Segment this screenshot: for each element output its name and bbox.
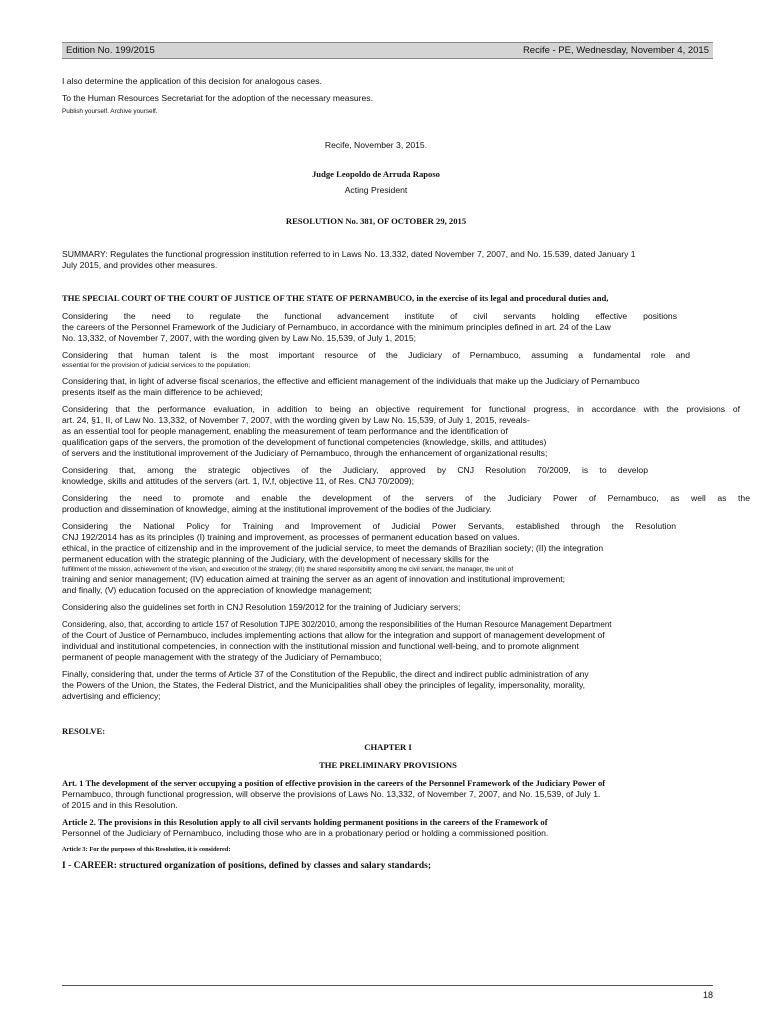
considering-line: Considering also the guidelines set forth in CNJ Resolution 159/2012 for the training of Judiciary servers; (62, 602, 461, 612)
considering-line: No. 13,332, of November 7, 2007, with the wording given by Law No. 15,539, of July 1, 2015; (62, 333, 416, 343)
court-preamble-rest: in the exercise of its legal and procedural duties and, (414, 293, 609, 303)
considering-paragraph (62, 619, 750, 663)
article-1 (62, 778, 750, 811)
article-line: Article 2. The provisions in this Resolution apply to all civil servants holding permanent positions in the careers of the Framework of (62, 817, 548, 827)
career-definition (62, 861, 750, 872)
court-name: THE SPECIAL COURT OF THE COURT OF JUSTICE OF THE STATE OF PERNAMBUCO, (62, 293, 415, 303)
article-3: Article 3: For the purposes of this Resolution, it is considered: (62, 846, 231, 853)
considering-line: and finally, (V) education focused on the appreciation of knowledge management; (62, 585, 372, 595)
considering-paragraph (62, 376, 750, 398)
considering-line: permanent education with the strategic planning of the Judiciary, with the development of necessary skills for the (62, 554, 489, 564)
resolution-title: RESOLUTION No. 381, OF OCTOBER 29, 2015 (285, 216, 467, 226)
page-header (62, 42, 713, 59)
considering-paragraph (62, 404, 750, 459)
summary (62, 249, 750, 271)
summary-line: SUMMARY: Regulates the functional progression institution referred to in Laws No. 13.332, dated November 7, 2007, and No. 15.539, dated January 1 (62, 249, 636, 259)
considering-line: ethical, in the practice of citizenship and in the improvement of the judicial service, to meet the demands of Brazilian society; (II) the integration (62, 543, 604, 553)
considering-line: Considering the National Policy for Training and Improvement of Judicial Power Servants, established through the Resolution (62, 521, 676, 531)
considering-line: Considering that human talent is the most important resource of the Judiciary of Pernambuco, assuming a fundamental role and (62, 350, 690, 360)
header-place-date: Recife - PE, Wednesday, November 4, 2015 (522, 45, 709, 56)
considering-line: the Powers of the Union, the States, the Federal District, and the Municipalities shall obey the principles of legality, impersonality, morality, (62, 680, 586, 690)
edition-number: Edition No. 199/2015 (66, 45, 155, 56)
document-body (62, 68, 750, 878)
considering-line: Considering that, among the strategic objectives of the Judiciary, approved by CNJ Resolution 70/2009, is to develop (62, 465, 648, 475)
article-line: Art. 1 The development of the server occupying a position of effective provision in the careers of the Personnel Framework of the Judiciary Power of (62, 778, 606, 788)
page-number: 18 (702, 990, 713, 1000)
summary-line: July 2015, and provides other measures. (62, 260, 218, 270)
considering-line: of the Court of Justice of Pernambuco, includes implementing actions that allow for the integration and support of management development of (62, 630, 605, 640)
considering-line: the careers of the Personnel Framework of the Judiciary of Pernambuco, in accordance with the minimum principles defined in art. 24 of the Law (62, 322, 611, 332)
considering-line: art. 24, §1, II, of Law No. 13,332, of November 7, 2007, with the wording given by Law No. 15,539, of July 1, 2015, reveals- (62, 415, 530, 425)
considering-paragraph (62, 602, 750, 613)
considering-line: individual and institutional competencies, in connection with the institutional mission and functional well-being, and to promote alignment (62, 641, 579, 651)
considering-line: Finally, considering that, under the terms of Article 37 of the Constitution of the Republic, the direct and indirect public administration of any (62, 669, 589, 679)
considering-line: knowledge, skills and attitudes of the servers (art. 1, IV,f, objective 11, of Res. CNJ 70/2009); (62, 476, 415, 486)
article-line: Pernambuco, through functional progression, will observe the provisions of Laws No. 13,332, of November 7, 2007, and No. 15,539, of July 1. (62, 789, 601, 799)
considering-line: as an essential tool for people management, enabling the measurement of team performance and the identification of (62, 426, 508, 436)
considering-line: Considering, also, that, according to article 157 of Resolution TJPE 302/2010, among the responsibilities of the Human Resource Management Department (62, 620, 612, 629)
considering-line: Considering that the performance evaluation, in addition to being an objective requirement for functional progress, in accordance with the provisions of (62, 404, 740, 414)
considering-paragraph (62, 493, 750, 515)
signature-role: Acting President (344, 185, 408, 195)
signature-date: Recife, November 3, 2015. (324, 140, 428, 150)
considering-line: CNJ 192/2014 has as its principles (I) training and improvement, as processes of permanent education based on values. (62, 532, 520, 542)
footer-divider (62, 985, 713, 986)
considering-line: of servers and the institutional improvement of the Judiciary of Pernambuco, through the enhancement of organizational results; (62, 448, 548, 458)
intro-paragraph-2: To the Human Resources Secretariat for the adoption of the necessary measures. (62, 93, 373, 103)
considering-line: production and dissemination of knowledge, aiming at the institutional improvement of the bodies of the Judiciary. (62, 504, 492, 514)
resolve-heading: RESOLVE: (62, 726, 106, 736)
considering-line: permanent of people management with the strategy of the Judiciary of Pernambuco; (62, 652, 382, 662)
considering-line: Considering the need to promote and enable the development of the servers of the Judiciary Power of Pernambuco, as well as the (62, 493, 750, 503)
career-description: : structured organization of positions, defined by classes and salary standards; (113, 861, 432, 871)
intro-paragraph-3: Publish yourself. Archive yourself. (62, 108, 158, 115)
article-2 (62, 817, 750, 839)
considering-line: essential for the provision of judicial services to the population; (62, 362, 251, 369)
considering-paragraph (62, 465, 750, 487)
chapter-number: CHAPTER I (364, 742, 412, 752)
chapter-title: THE PRELIMINARY PROVISIONS (319, 760, 457, 770)
considering-line: qualification gaps of the servers, the promotion of the development of functional competencies (knowledge, skills, and attitudes) (62, 437, 547, 447)
considering-paragraph (62, 311, 750, 344)
article-line: of 2015 and in this Resolution. (62, 800, 178, 810)
considering-line: Considering that, in light of adverse fiscal scenarios, the effective and efficient management of the individuals that make up the Judiciary of Pernambuco (62, 376, 640, 386)
considering-line: training and senior management; (IV) education aimed at training the server as an agent of innovation and institutional improvement; (62, 574, 566, 584)
intro-paragraph-1: I also determine the application of this decision for analogous cases. (62, 76, 322, 86)
signature-name: Judge Leopoldo de Arruda Raposo (312, 169, 440, 179)
considering-line: advertising and efficiency; (62, 691, 161, 701)
considering-line: fulfillment of the mission, achievement of the vision, and execution of the strategy; (III) the shared responsibility among the civil servant, the manager, the unit of (62, 566, 514, 573)
considering-paragraph (62, 521, 750, 596)
court-preamble (62, 293, 750, 304)
considering-paragraph (62, 669, 750, 702)
considering-paragraph (62, 350, 750, 370)
career-term: I - CAREER (62, 861, 114, 871)
article-line: Personnel of the Judiciary of Pernambuco, including those who are in a probationary period or holding a commissioned position. (62, 828, 549, 838)
considering-line: presents itself as the main difference to be achieved; (62, 387, 263, 397)
considering-line: Considering the need to regulate the functional advancement institute of civil servants holding effective positions (62, 311, 677, 321)
